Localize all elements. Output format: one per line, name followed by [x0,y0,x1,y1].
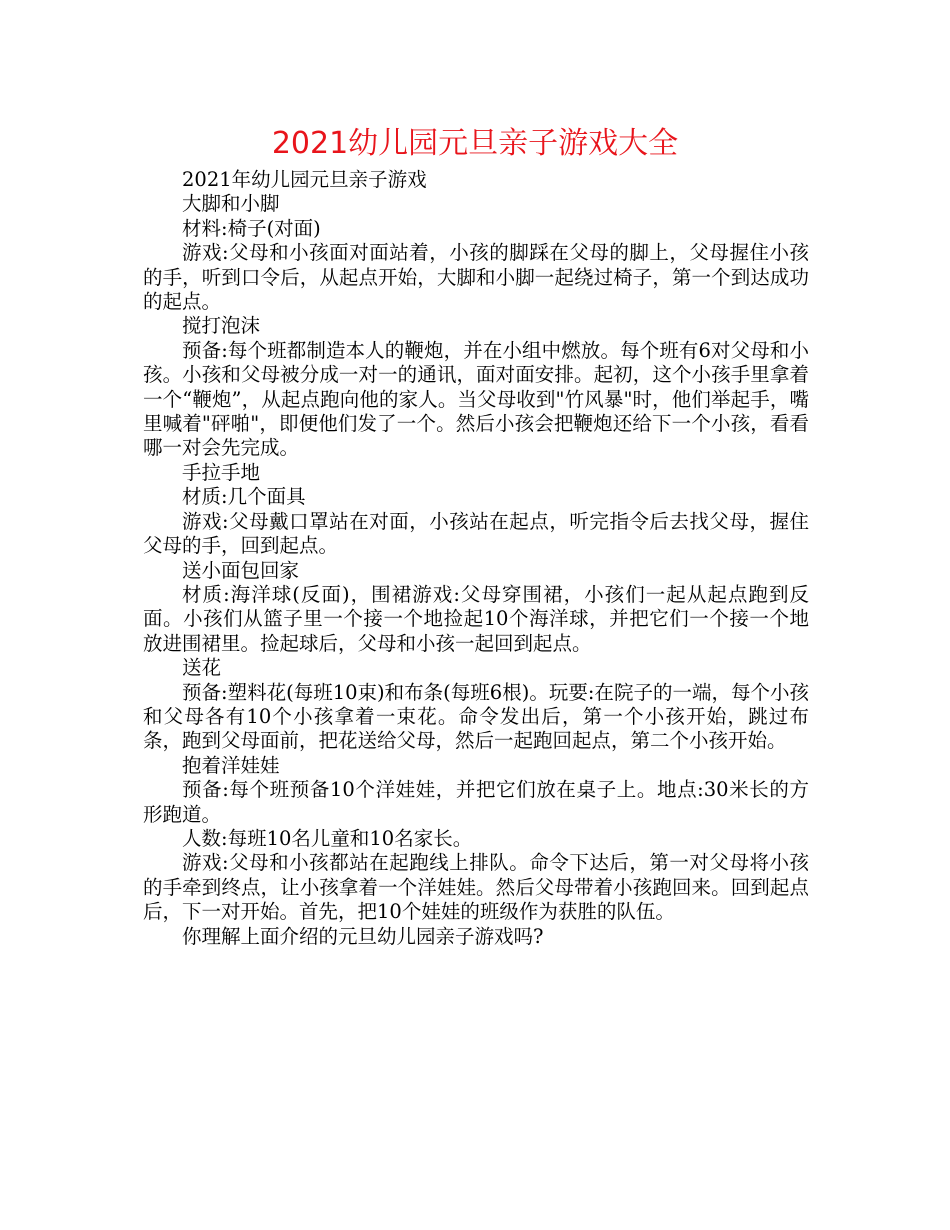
game-2-title: 搅打泡沫 [182,314,261,338]
game-4-title: 送小面包回家 [182,558,300,582]
game-3-rules: 游戏:父母戴口罩站在对面，小孩站在起点，听完指令后去找父母，握住父母的手，回到起点。 [143,509,809,558]
game-5-rules: 预备:塑料花(每班10束)和布条(每班6根)。玩要:在院子的一端，每个小孩和父母各有10个小孩拿着一束花。命令发出后，第一个小孩开始，跳过布条，跑到父母面前，把花送给父母，然后一起跑回起点，第二个小孩开始。 [143,680,809,753]
game-5-title: 送花 [182,656,222,680]
game-6-rules: 游戏:父母和小孩都站在起跑线上排队。命令下达后，第一对父母将小孩的手牵到终点，让小孩拿着一个洋娃娃。然后父母带着小孩跑回来。回到起点后，下一对开始。首先，把10个娃娃的班级作为获胜的队伍。 [143,851,809,924]
game-1-materials: 材料:椅子(对面) [182,216,321,240]
game-6-title: 抱着洋娃娃 [182,753,280,777]
intro-heading: 2021年幼儿园元旦亲子游戏 [182,168,427,191]
game-3-materials: 材质:几个面具 [182,485,306,509]
game-1-rules: 游戏:父母和小孩面对面站着，小孩的脚踩在父母的脚上，父母握住小孩的手，听到口令后，从起点开始，大脚和小脚一起绕过椅子，第一个到达成功的起点。 [143,241,809,314]
document-body [143,168,809,949]
document-title: 2021幼儿园元旦亲子游戏大全 [271,126,679,161]
closing-question: 你理解上面介绍的元旦幼儿园亲子游戏吗? [182,924,544,948]
game-1-title: 大脚和小脚 [182,192,280,216]
game-6-participants: 人数:每班10名儿童和10名家长。 [182,826,473,850]
game-4-rules: 材质:海洋球(反面)，围裙游戏:父母穿围裙，小孩们一起从起点跑到反面。小孩们从篮子里一个接一个地捡起10个海洋球，并把它们一个接一个地放进围裙里。捡起球后，父母和小孩一起回到起点。 [143,582,809,655]
game-3-title: 手拉手地 [182,460,261,484]
game-2-rules: 预备:每个班都制造本人的鞭炮，并在小组中燃放。每个班有6对父母和小孩。小孩和父母被分成一对一的通讯，面对面安排。起初，这个小孩手里拿着一个“鞭炮”，从起点跑向他的家人。当父母收到"竹风暴"时，他们举起手，嘴里喊着"砰啪"，即便他们发了一个。然后小孩会把鞭炮还给下一个小孩，看看哪一对会先完成。 [143,338,809,460]
game-6-preparation: 预备:每个班预备10个洋娃娃，并把它们放在桌子上。地点:30米长的方形跑道。 [143,778,809,826]
